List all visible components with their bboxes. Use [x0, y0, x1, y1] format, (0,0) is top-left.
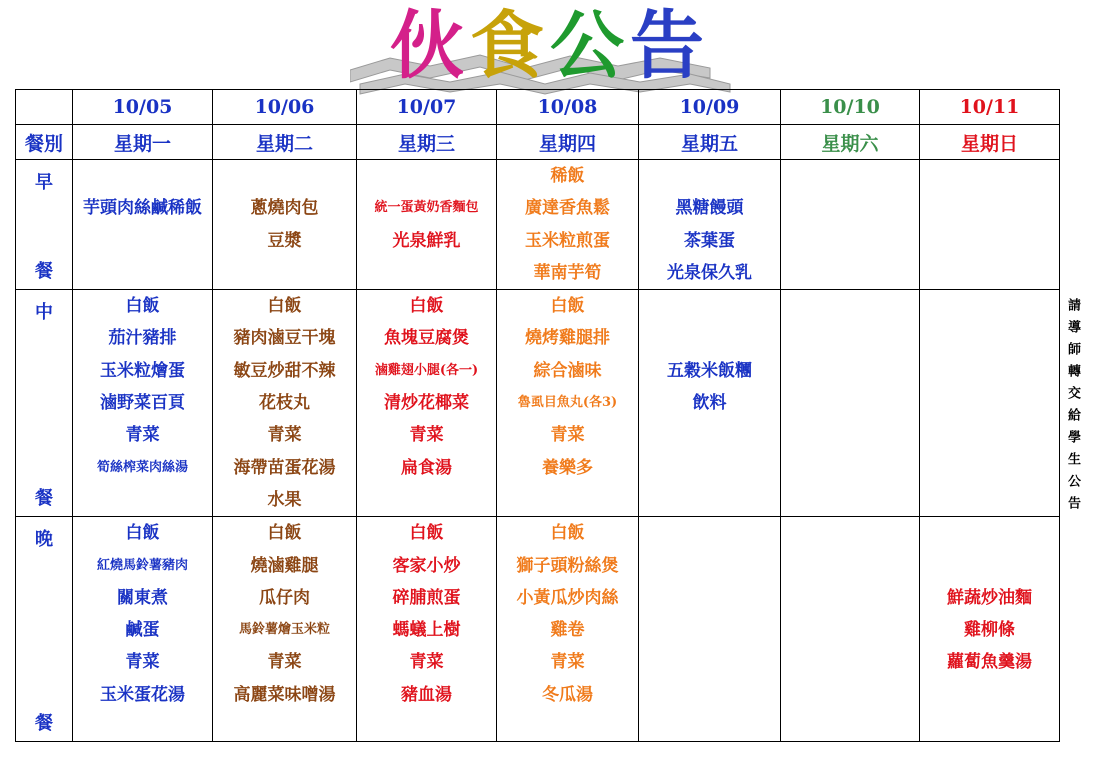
meal-label-top: 早 — [35, 172, 53, 193]
dish-item: 客家小炒 — [392, 555, 461, 576]
menu-cell — [920, 290, 1060, 517]
date-header: 10/06 — [213, 90, 357, 125]
menu-cell — [73, 517, 213, 742]
dish-item: 五穀米飯糰 — [667, 360, 752, 381]
dish-item: 廣達香魚鬆 — [525, 198, 610, 219]
weekday-header: 星期六 — [781, 125, 920, 160]
title-char-4: 告 — [630, 3, 706, 89]
menu-cell — [73, 290, 213, 517]
meal-label-bottom: 餐 — [35, 488, 53, 510]
weekday-header: 星期三 — [357, 125, 497, 160]
menu-cell — [357, 160, 497, 290]
weekday-header: 星期五 — [639, 125, 781, 160]
menu-cell — [639, 160, 781, 290]
dish-item: 魯虱目魚丸(各3) — [517, 395, 618, 411]
dish-item: 光泉鮮乳 — [392, 230, 461, 251]
dish-item: 青菜 — [409, 652, 444, 673]
dish-item: 養樂多 — [542, 457, 593, 478]
dish-item: 青菜 — [125, 425, 160, 446]
corner-cell — [16, 90, 73, 125]
meal-row — [16, 160, 1060, 290]
dish-item: 青菜 — [267, 652, 302, 673]
menu-cell — [920, 160, 1060, 290]
menu-cell — [781, 160, 920, 290]
dish-item: 紅燒馬鈴薯豬肉 — [96, 557, 188, 573]
dish-item: 海帶苗蛋花湯 — [233, 457, 336, 478]
dish-item: 燒滷雞腿 — [250, 555, 319, 576]
dish-item — [639, 322, 780, 354]
dish-item: 蔥燒肉包 — [250, 198, 319, 219]
meal-label-bottom: 餐 — [35, 261, 53, 283]
menu-cell — [213, 517, 357, 742]
dish-item: 青菜 — [267, 425, 302, 446]
dish-item — [920, 550, 1059, 582]
date-header: 10/10 — [781, 90, 920, 125]
dish-item: 蘿蔔魚羹湯 — [947, 652, 1032, 673]
menu-cell — [357, 517, 497, 742]
dish-item: 雞柳條 — [964, 620, 1015, 641]
title-char-3: 公 — [550, 3, 626, 89]
dish-item: 花枝丸 — [259, 393, 310, 414]
dish-item: 青菜 — [125, 652, 160, 673]
dish-item: 統一蛋黃奶香麵包 — [374, 200, 479, 216]
dish-item — [357, 160, 496, 192]
date-header: 10/11 — [920, 90, 1060, 125]
dish-item: 小黃瓜炒肉絲 — [516, 587, 619, 608]
dish-item: 玉米粒燴蛋 — [100, 360, 185, 381]
dish-item: 冬瓜湯 — [542, 684, 593, 705]
dish-item: 茄汁豬排 — [108, 328, 177, 349]
dish-item: 豆漿 — [267, 230, 302, 251]
meal-row — [16, 517, 1060, 742]
title-char-2: 食 — [470, 3, 546, 89]
dish-item: 茶葉蛋 — [684, 230, 735, 251]
date-row — [16, 90, 1060, 125]
title-banner — [350, 0, 750, 100]
meal-label-top: 中 — [35, 302, 53, 324]
menu-cell — [497, 517, 639, 742]
dish-item: 白飯 — [550, 296, 585, 317]
dish-item: 白飯 — [409, 523, 444, 544]
side-note: 請導師轉交給學生公告 — [1065, 298, 1080, 518]
weekday-header: 星期日 — [920, 125, 1060, 160]
dish-item: 獅子頭粉絲煲 — [516, 555, 619, 576]
dish-item: 青菜 — [550, 652, 585, 673]
dish-item: 碎脯煎蛋 — [392, 587, 461, 608]
dish-item: 玉米蛋花湯 — [100, 684, 185, 705]
menu-cell — [497, 160, 639, 290]
menu-cell — [639, 290, 781, 517]
menu-cell — [357, 290, 497, 517]
dish-item: 鮮蔬炒油麵 — [947, 587, 1032, 608]
dish-item: 華南芋筍 — [533, 262, 602, 283]
dish-item: 白飯 — [550, 523, 585, 544]
dish-item: 螞蟻上樹 — [392, 620, 461, 641]
dish-item: 高麗菜味噌湯 — [233, 684, 336, 705]
dish-item: 關東煮 — [117, 587, 168, 608]
dish-item: 青菜 — [409, 425, 444, 446]
meal-label-top: 晚 — [35, 529, 53, 551]
dish-item — [213, 160, 356, 192]
dish-item: 玉米粒煎蛋 — [525, 230, 610, 251]
dish-item: 稀飯 — [550, 166, 585, 186]
dish-item: 扁食湯 — [401, 457, 452, 478]
weekday-header: 星期四 — [497, 125, 639, 160]
dish-item — [639, 160, 780, 192]
meal-header: 餐別 — [16, 125, 73, 160]
menu-cell — [497, 290, 639, 517]
dish-item — [73, 160, 212, 192]
menu-cell — [213, 160, 357, 290]
date-header: 10/08 — [497, 90, 639, 125]
dish-item: 白飯 — [125, 296, 160, 317]
menu-cell — [73, 160, 213, 290]
title-char-1: 伙 — [390, 3, 466, 89]
menu-cell — [639, 517, 781, 742]
menu-cell — [920, 517, 1060, 742]
weekday-row — [16, 125, 1060, 160]
menu-cell — [781, 290, 920, 517]
dish-item: 芋頭肉絲鹹稀飯 — [83, 198, 202, 219]
dish-item: 白飯 — [267, 523, 302, 544]
dish-item: 光泉保久乳 — [667, 262, 752, 283]
dish-item: 滷野菜百頁 — [100, 393, 185, 414]
dish-item: 黑糖饅頭 — [675, 198, 744, 219]
dish-item: 飲料 — [692, 393, 727, 414]
meal-label — [16, 517, 73, 742]
weekday-header: 星期一 — [73, 125, 213, 160]
date-header: 10/07 — [357, 90, 497, 125]
page-title — [390, 0, 706, 94]
menu-cell — [781, 517, 920, 742]
dish-item: 青菜 — [550, 425, 585, 446]
menu-table — [15, 89, 1060, 742]
dish-item — [920, 517, 1059, 549]
dish-item: 清炒花椰菜 — [384, 393, 469, 414]
dish-item: 燒烤雞腿排 — [525, 328, 610, 349]
weekday-header: 星期二 — [213, 125, 357, 160]
dish-item: 瓜仔肉 — [259, 587, 310, 608]
dish-item: 滷雞翅小腿(各一) — [374, 362, 479, 378]
dish-item: 敏豆炒甜不辣 — [233, 360, 336, 381]
dish-item: 魚塊豆腐煲 — [384, 328, 469, 349]
dish-item: 雞卷 — [550, 620, 585, 641]
dish-item: 水果 — [267, 489, 302, 510]
meal-label — [16, 290, 73, 517]
meal-label — [16, 160, 73, 290]
dish-item: 筍絲榨菜肉絲湯 — [96, 459, 188, 475]
meal-label-bottom: 餐 — [35, 713, 53, 735]
dish-item: 豬肉滷豆干塊 — [233, 328, 336, 349]
dish-item: 綜合滷味 — [533, 360, 602, 381]
date-header: 10/05 — [73, 90, 213, 125]
dish-item: 鹹蛋 — [125, 620, 160, 641]
dish-item: 白飯 — [125, 523, 160, 544]
menu-cell — [213, 290, 357, 517]
dish-item — [639, 290, 780, 322]
dish-item: 白飯 — [409, 296, 444, 317]
meal-row — [16, 290, 1060, 517]
dish-item: 馬鈴薯燴玉米粒 — [238, 622, 330, 638]
dish-item: 白飯 — [267, 296, 302, 317]
dish-item: 豬血湯 — [401, 684, 452, 705]
date-header: 10/09 — [639, 90, 781, 125]
